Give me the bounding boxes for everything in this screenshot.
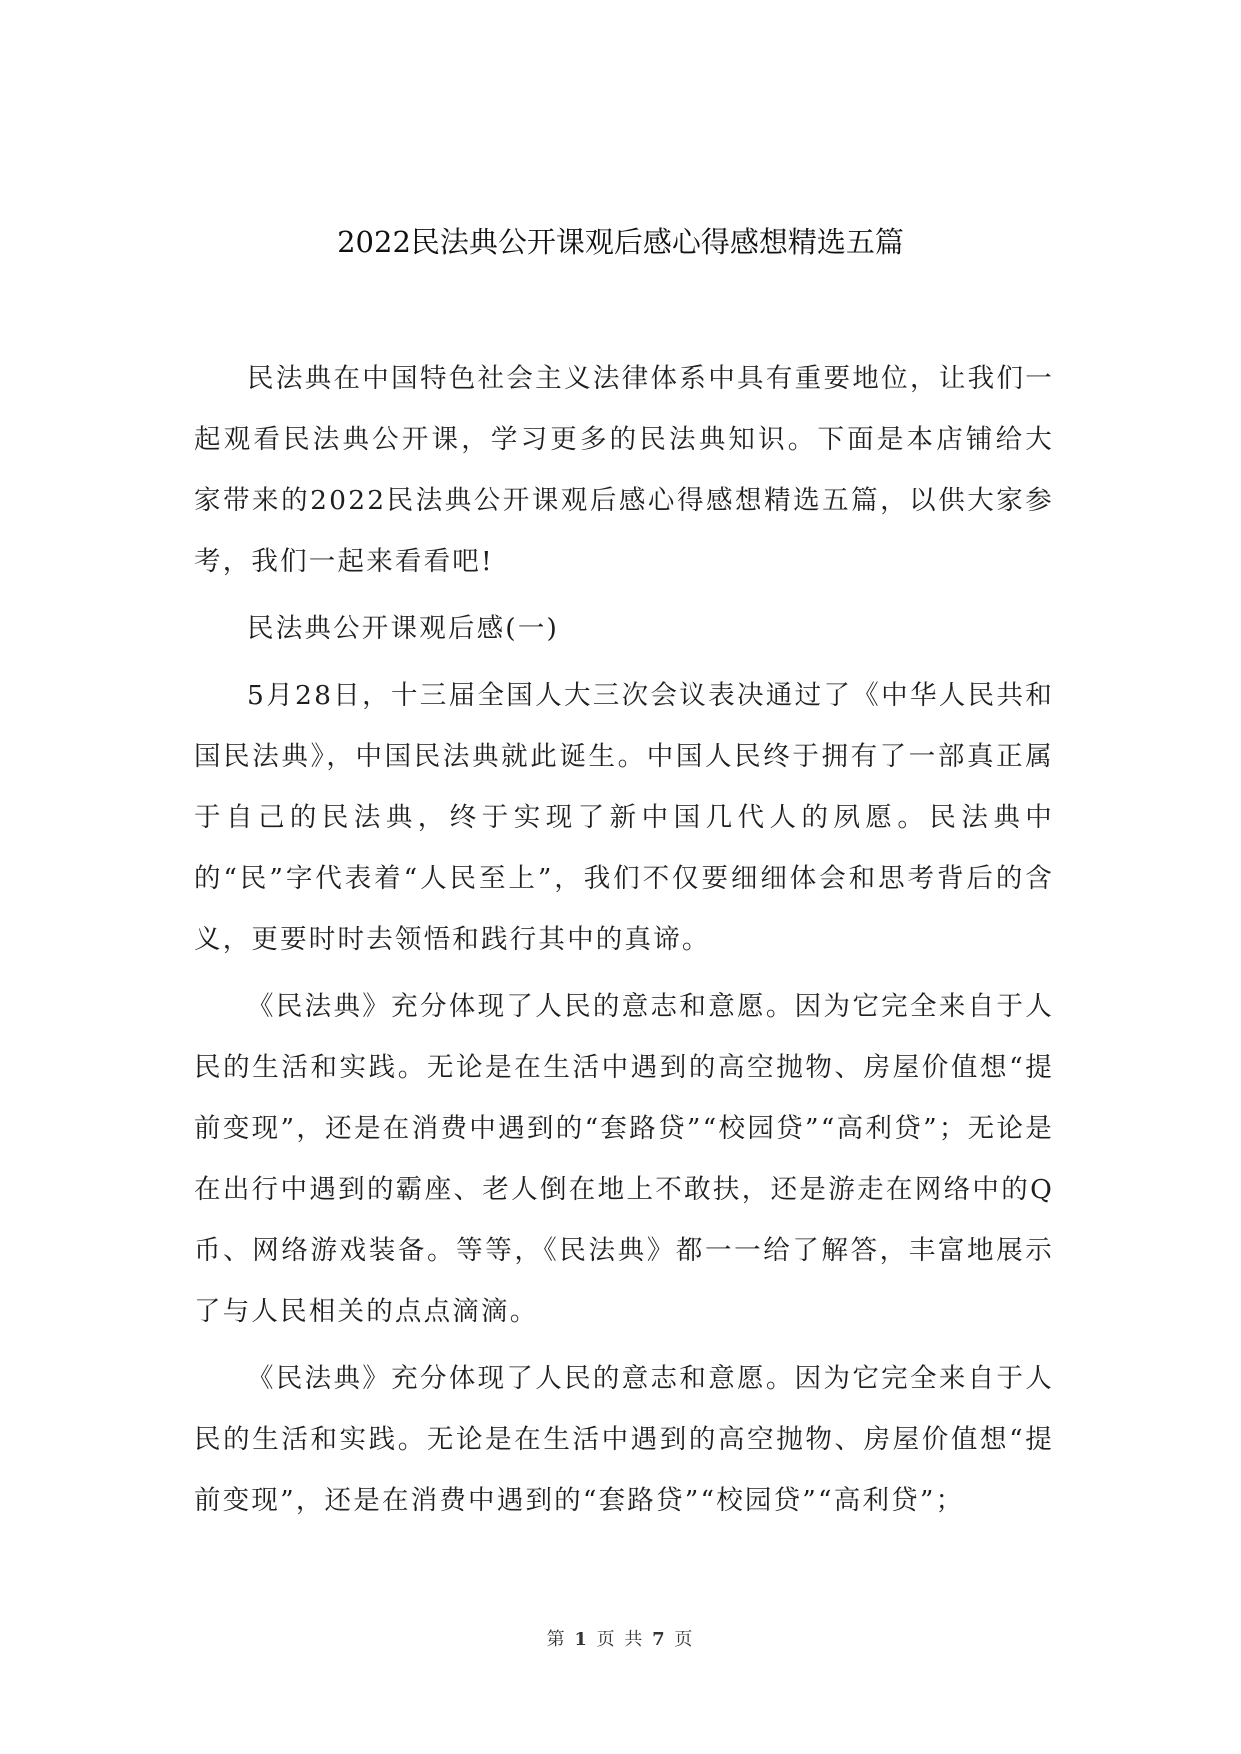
- section-heading: 民法典公开课观后感(一): [247, 613, 560, 644]
- footer-prefix: 第: [546, 1629, 567, 1650]
- footer-middle: 页 共: [596, 1629, 645, 1650]
- body-paragraph: 5月28日，十三届全国人大三次会议表决通过了《中华人民共和国民法典》，中国民法典就此诞生。中国人民终于拥有了一部真正属于自己的民法典，终于实现了新中国几代人的夙愿。民法典中的“民”字代表着“人民至上”，我们不仅要细细体会和思考背后的含义，更要时时去领悟和践行其中的真谛。: [194, 680, 1054, 955]
- footer-page-number: 1: [574, 1629, 589, 1650]
- intro-paragraph: 民法典在中国特色社会主义法律体系中具有重要地位，让我们一起观看民法典公开课，学习更多的民法典知识。下面是本店铺给大家带来的2022民法典公开课观后感心得感想精选五篇，以供大家参考，我们一起来看看吧!: [194, 363, 1054, 577]
- body-paragraph: 《民法典》充分体现了人民的意志和意愿。因为它完全来自于人民的生活和实践。无论是在生活中遇到的高空抛物、房屋价值想“提前变现”，还是在消费中遇到的“套路贷”“校园贷”“高利贷”；无论是在出行中遇到的霸座、老人倒在地上不敢扶，还是游走在网络中的Q币、网络游戏装备。等等，《民法典》都一一给了解答，丰富地展示了与人民相关的点点滴滴。: [194, 991, 1054, 1327]
- document-body: [194, 348, 1054, 1531]
- page-footer: [0, 1628, 1241, 1652]
- body-paragraph: 《民法典》充分体现了人民的意志和意愿。因为它完全来自于人民的生活和实践。无论是在生活中遇到的高空抛物、房屋价值想“提前变现”，还是在消费中遇到的“套路贷”“校园贷”“高利贷”；: [194, 1363, 1054, 1516]
- footer-suffix: 页: [674, 1629, 695, 1650]
- document-title: 2022民法典公开课观后感心得感想精选五篇: [337, 225, 904, 259]
- footer-total-pages: 7: [652, 1629, 667, 1650]
